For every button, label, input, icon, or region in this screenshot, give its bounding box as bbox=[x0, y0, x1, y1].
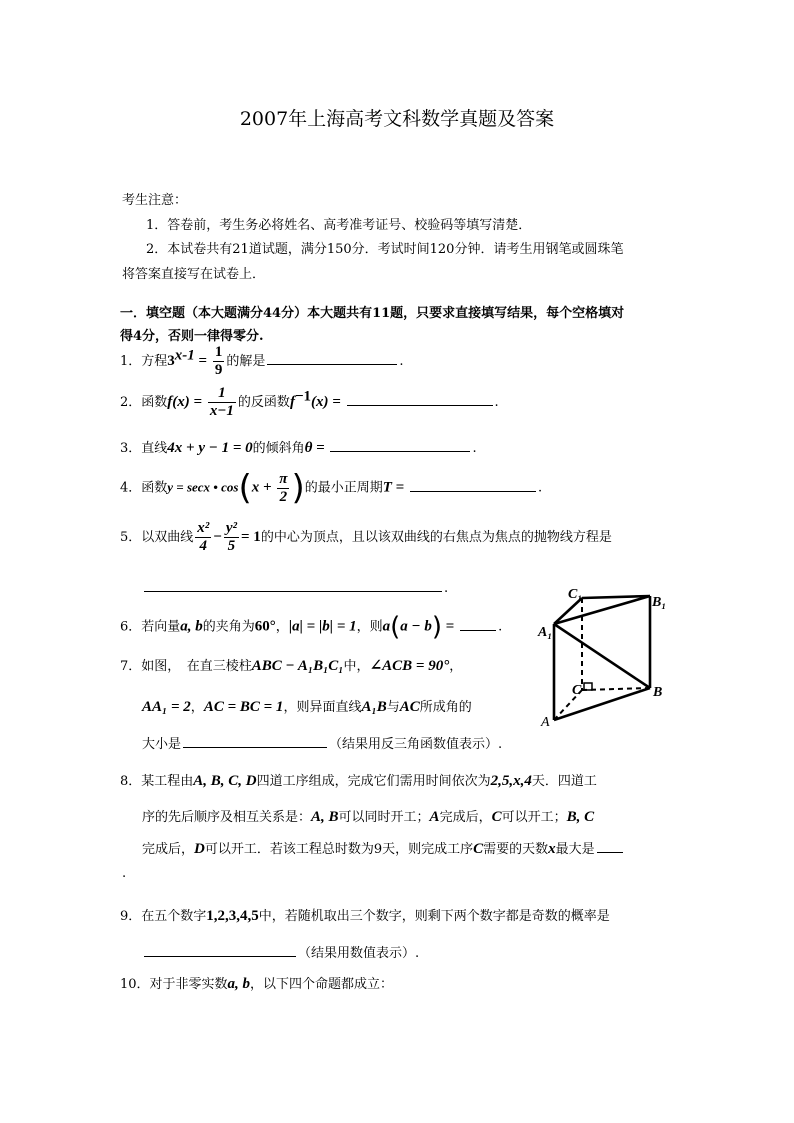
q5-minus: − bbox=[213, 529, 222, 545]
q4-function: y = secx • cos bbox=[167, 479, 239, 495]
q5-denominator-2: 5 bbox=[227, 538, 236, 554]
q3-text: 的倾斜角 bbox=[252, 441, 305, 456]
question-2 bbox=[120, 385, 499, 420]
q6-expr-a: a bbox=[382, 618, 391, 635]
q8-text-7: 完成后， bbox=[142, 842, 195, 857]
q1-equals: = bbox=[194, 353, 211, 369]
q2-text: 的反函数 bbox=[237, 395, 290, 410]
q6-number: 6．若向量 bbox=[120, 619, 181, 635]
q1-answer-blank[interactable] bbox=[267, 351, 397, 365]
q5-answer-line bbox=[142, 578, 448, 596]
q8-answer-blank[interactable] bbox=[597, 839, 623, 853]
label-c: C bbox=[572, 683, 582, 698]
q6-right-paren: ) bbox=[431, 612, 443, 642]
q2-numerator: 1 bbox=[208, 385, 236, 403]
q1-numerator: 1 bbox=[214, 344, 223, 360]
q9-number: 9．在五个数字 bbox=[120, 909, 207, 924]
label-b: B bbox=[653, 685, 663, 700]
question-1 bbox=[120, 344, 404, 379]
q5-text: 的中心为顶点，且以该双曲线的右焦点为焦点的抛物线方程是 bbox=[260, 530, 612, 545]
q7-note: （结果用反三角函数值表示）. bbox=[329, 737, 503, 752]
q2-inverse-arg: (x) = bbox=[311, 394, 345, 410]
q4-right-paren: ) bbox=[291, 468, 305, 508]
q5-denominator-1: 4 bbox=[199, 538, 208, 554]
q7-in: 中， bbox=[343, 659, 370, 674]
q5-fraction-2 bbox=[224, 520, 239, 555]
notice-item-2-cont: 将答案直接写在试卷上． bbox=[122, 267, 266, 282]
q7-aa1: AA₁ = 2 bbox=[142, 699, 191, 715]
notice-item-2: 2．本试卷共有21道试题，满分150分．考试时间120分钟．请考生用钢笔或圆珠笔 bbox=[146, 242, 624, 257]
q9-digits: 1,2,3,4,5 bbox=[206, 908, 259, 924]
question-7-line3 bbox=[142, 733, 502, 752]
q5-fraction-1 bbox=[195, 520, 211, 555]
q1-number: 1．方程 bbox=[120, 354, 168, 369]
q7-size-is: 大小是 bbox=[142, 737, 182, 752]
notice-heading: 考生注意： bbox=[122, 193, 188, 208]
q7-answer-blank[interactable] bbox=[183, 734, 327, 748]
q4-period: T = bbox=[382, 479, 408, 496]
q9-text: 中，若随机取出三个数字，则剩下两个数字都是奇数的概率是 bbox=[258, 909, 610, 924]
q8-text-4: 可以同时开工； bbox=[338, 810, 430, 825]
q7-text-2: 所成角的 bbox=[419, 700, 472, 715]
question-7-line1 bbox=[120, 655, 462, 675]
q8-text-6: 可以开工； bbox=[501, 810, 567, 825]
q6-angle: 60° bbox=[254, 618, 276, 635]
q2-fraction bbox=[208, 385, 236, 420]
q6-then: ，则 bbox=[356, 619, 383, 635]
q7-comma-2: ， bbox=[190, 700, 204, 715]
q7-prism: ABC − A₁B₁C₁ bbox=[251, 658, 344, 674]
q4-inner: x + bbox=[251, 479, 276, 496]
q4-text: 的最小正周期 bbox=[304, 480, 383, 496]
q6-left-paren: ( bbox=[390, 612, 401, 642]
question-3 bbox=[120, 437, 477, 457]
q8-text: 四道工序组成，完成它们需用时间依次为 bbox=[256, 774, 491, 789]
q5-equals-one: = 1 bbox=[241, 529, 261, 545]
question-4 bbox=[120, 468, 542, 508]
q3-end: . bbox=[472, 441, 477, 456]
q8-d: D bbox=[194, 841, 205, 857]
q8-x: x bbox=[548, 841, 556, 857]
q4-numerator: π bbox=[279, 470, 288, 487]
q5-numerator-1: x² bbox=[197, 520, 210, 536]
section-heading-line2: 得4分，否则一律得零分. bbox=[120, 329, 264, 344]
question-6 bbox=[120, 612, 502, 642]
question-5 bbox=[120, 520, 612, 555]
q1-end: . bbox=[399, 354, 404, 369]
question-8-line2 bbox=[142, 806, 594, 826]
q7-number: 7．如图， 在直三棱柱 bbox=[120, 659, 252, 674]
q4-number: 4．函数 bbox=[120, 480, 168, 496]
q2-fx: f(x) = bbox=[167, 394, 206, 410]
q9-note: （结果用数值表示）. bbox=[298, 946, 420, 961]
q3-number: 3．直线 bbox=[120, 441, 168, 456]
q3-answer-blank[interactable] bbox=[330, 438, 470, 452]
q1-base: 3 bbox=[167, 353, 175, 369]
q1-exponent: x-1 bbox=[174, 347, 195, 364]
q8-text-5: 完成后， bbox=[439, 810, 492, 825]
q8-abcd: A, B, C, D bbox=[193, 773, 257, 789]
q8-number: 8．某工程由 bbox=[120, 774, 194, 789]
label-a1: A₁ bbox=[538, 625, 553, 640]
q2-answer-blank[interactable] bbox=[347, 392, 493, 406]
prism-figure bbox=[534, 584, 670, 730]
q7-comma: ， bbox=[449, 659, 463, 674]
q2-end: . bbox=[494, 395, 499, 410]
q10-text: ，以下四个命题都成立： bbox=[250, 977, 394, 992]
edge-a1-b bbox=[554, 624, 650, 688]
label-a: A bbox=[541, 715, 550, 730]
section-heading-line1: 一．填空题（本大题满分44分）本大题共有11题，只要求直接填写结果，每个空格填对 bbox=[120, 306, 625, 321]
q6-comma: ， bbox=[275, 619, 289, 635]
label-b1: B₁ bbox=[652, 595, 667, 610]
q2-inverse-exp: −1 bbox=[294, 388, 311, 405]
question-9-line2 bbox=[142, 942, 419, 961]
q4-end: . bbox=[537, 480, 543, 496]
question-10 bbox=[120, 973, 393, 993]
question-7-line2 bbox=[142, 696, 472, 716]
q1-text: 的解是 bbox=[226, 354, 266, 369]
q8-text-3: 序的先后顺序及相互关系是： bbox=[142, 810, 312, 825]
q2-number: 2．函数 bbox=[120, 395, 168, 410]
q4-answer-blank[interactable] bbox=[410, 478, 536, 492]
q7-angle: ∠ACB = 90° bbox=[369, 658, 450, 674]
q6-answer-blank[interactable] bbox=[460, 617, 496, 631]
q4-denominator: 2 bbox=[279, 488, 288, 505]
question-9-line1 bbox=[120, 905, 610, 925]
q6-expr-diff: a − b bbox=[400, 618, 432, 635]
q4-left-paren: ( bbox=[238, 468, 252, 508]
q10-ab: a, b bbox=[227, 976, 251, 992]
q8-c: C bbox=[491, 809, 502, 825]
q8-end: . bbox=[122, 866, 127, 881]
q6-end: . bbox=[498, 619, 503, 635]
q3-theta: θ = bbox=[304, 440, 329, 456]
q7-ac-bc: AC = BC = 1 bbox=[203, 699, 284, 715]
q6-text: 的夹角为 bbox=[202, 619, 255, 635]
notice-item-1: 1．答卷前，考生务必将姓名、高考准考证号、校验码等填写清楚． bbox=[146, 218, 532, 233]
q7-ac: AC bbox=[399, 699, 420, 715]
q5-end: . bbox=[444, 581, 449, 596]
q6-vectors: a, b bbox=[180, 618, 203, 635]
q8-times: 2,5,x,4 bbox=[490, 773, 532, 789]
q3-line-equation: 4x + y − 1 = 0 bbox=[167, 440, 253, 456]
q8-c-2: C bbox=[473, 841, 484, 857]
q6-equals: = bbox=[442, 618, 459, 635]
q4-fraction bbox=[277, 471, 289, 506]
q8-a: A bbox=[429, 809, 440, 825]
q9-answer-blank[interactable] bbox=[144, 943, 296, 957]
q5-number: 5．以双曲线 bbox=[120, 530, 194, 545]
q8-text-9: 需要的天数 bbox=[483, 842, 549, 857]
q2-denominator: x−1 bbox=[209, 403, 234, 419]
q7-text: ，则异面直线 bbox=[283, 700, 362, 715]
q2-inverse-f: f bbox=[289, 394, 295, 410]
q5-numerator-2: y² bbox=[225, 520, 237, 536]
q1-fraction bbox=[213, 344, 225, 379]
q7-and: 与 bbox=[386, 700, 400, 715]
q8-bc: B, C bbox=[566, 809, 595, 825]
q8-text-10: 最大是 bbox=[555, 842, 595, 857]
question-8-line3 bbox=[142, 838, 625, 858]
q8-text-8: 可以开工．若该工程总时数为9天，则完成工序 bbox=[204, 842, 474, 857]
q10-number: 10．对于非零实数 bbox=[120, 977, 228, 992]
q5-answer-blank[interactable] bbox=[144, 578, 442, 592]
page-title: 2007年上海高考文科数学真题及答案 bbox=[239, 108, 555, 130]
q8-text-2: 天．四道工 bbox=[531, 774, 597, 789]
q8-ab: A, B bbox=[311, 809, 339, 825]
question-8-line1 bbox=[120, 770, 597, 790]
q1-denominator: 9 bbox=[214, 362, 223, 378]
q6-moduli: |a| = |b| = 1 bbox=[288, 618, 357, 635]
q7-a1b: A₁B bbox=[361, 699, 387, 715]
label-c1: C₁ bbox=[568, 587, 583, 602]
